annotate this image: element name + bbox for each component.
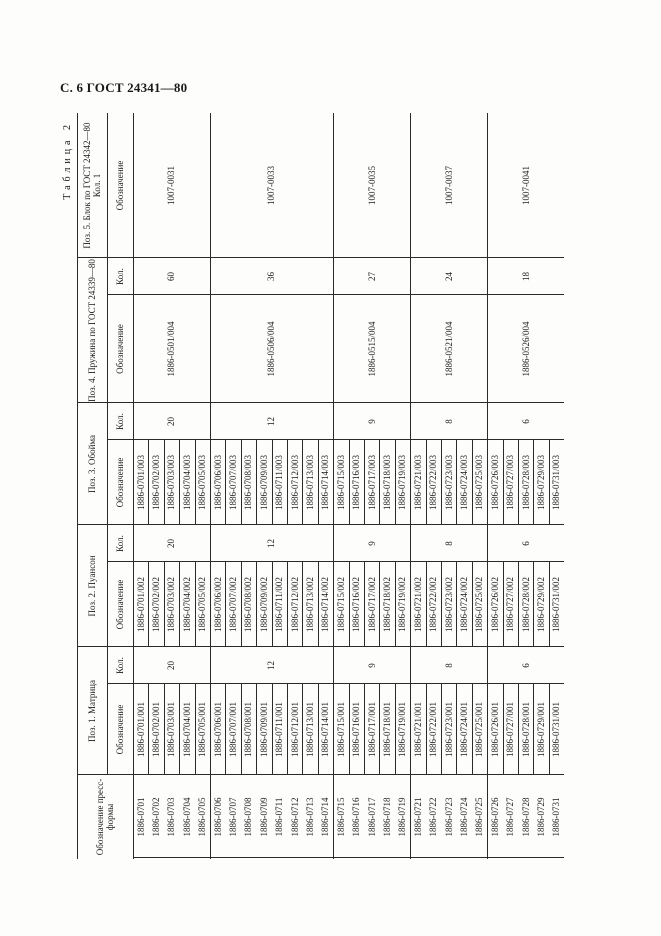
matrix-qty-cell: 6 [520,663,531,668]
punch-cell: 1886-0722/002 [428,577,439,632]
punch-qty-cell: 6 [520,541,531,546]
matrix-cell: 1886-0705/001 [197,702,208,757]
table-rule [333,440,334,525]
block-cell: 1007-0037 [443,166,454,205]
matrix-cell: 1886-0706/001 [212,702,223,757]
table-rule [210,440,211,525]
spring-cell: 1886-0521/004 [443,321,454,377]
holder-cell: 1886-0721/003 [412,455,423,510]
table-rule [241,684,242,775]
table-rule [195,440,196,525]
table-rule [364,562,365,647]
punch-cell: 1886-0723/002 [443,577,454,632]
table-rule [77,257,564,258]
holder-cell: 1886-0731/003 [551,455,562,510]
matrix-cell: 1886-0703/001 [166,702,177,757]
matrix-qty-cell: 8 [443,663,454,668]
matrix-cell: 1886-0707/001 [227,702,238,757]
holder-cell: 1886-0709/003 [258,455,269,510]
table-rule [379,440,380,525]
spring-qty-cell: 24 [443,272,454,281]
holder-cell: 1886-0722/003 [428,455,439,510]
matrix-cell: 1886-0729/001 [535,702,546,757]
table-rule [333,562,334,647]
table-rule [426,684,427,775]
holder-cell: 1886-0701/003 [135,455,146,510]
table-rule [164,440,165,525]
punch-cell: 1886-0719/002 [397,577,408,632]
punch-cell: 1886-0729/002 [535,577,546,632]
table-rule [410,562,411,647]
matrix-cell: 1886-0725/001 [474,702,485,757]
holder-cell: 1886-0723/003 [443,455,454,510]
press-form-cell: 1886-0724 [458,797,469,837]
block-cell: 1007-0031 [166,166,177,205]
table-rule [410,440,411,525]
matrix-cell: 1886-0718/001 [381,702,392,757]
spring-cell: 1886-0526/004 [520,321,531,377]
spring-qty-cell: 60 [166,272,177,281]
table-rule [549,562,550,647]
table-rule [533,684,534,775]
header-qty: Кол. [114,535,125,552]
spring-qty-cell: 27 [366,272,377,281]
header-qty: Кол. [114,413,125,430]
table-rule [302,562,303,647]
table-rule [503,440,504,525]
press-form-cell: 1886-0726 [489,797,500,837]
press-form-cell: 1886-0702 [150,797,161,837]
press-form-cell: 1886-0723 [443,797,454,837]
header-qty: Кол. [114,657,125,674]
punch-cell: 1886-0726/002 [489,577,500,632]
matrix-cell: 1886-0728/001 [520,702,531,757]
table-rule [164,684,165,775]
spring-qty-cell: 36 [266,272,277,281]
table-rule [133,858,564,859]
matrix-cell: 1886-0731/001 [551,702,562,757]
table-rule [164,562,165,647]
matrix-cell: 1886-0702/001 [150,702,161,757]
header-press-form: Обозначение пресс-формы [94,778,115,856]
table-rule [349,440,350,525]
table-rule [195,562,196,647]
press-form-cell: 1886-0707 [227,797,238,837]
block-cell: 1007-0035 [366,166,377,205]
matrix-cell: 1886-0701/001 [135,702,146,757]
table-rule [241,440,242,525]
table-rule [77,774,564,775]
holder-cell: 1886-0712/003 [289,455,300,510]
table-rule [318,440,319,525]
table-rule [272,440,273,525]
table-rule [456,684,457,775]
holder-cell: 1886-0714/003 [320,455,331,510]
holder-cell: 1886-0717/003 [366,455,377,510]
press-form-cell: 1886-0701 [135,797,146,837]
table-rule [487,684,488,775]
table-rule [241,562,242,647]
holder-qty-cell: 9 [366,419,377,424]
table-rule [349,684,350,775]
table-rule [395,562,396,647]
punch-cell: 1886-0718/002 [381,577,392,632]
table-rule [179,562,180,647]
table-rule [133,113,134,859]
table-rule [456,562,457,647]
punch-qty-cell: 9 [366,541,377,546]
header-pos3: Поз. 3. Обойма [86,434,97,494]
table-rule [256,440,257,525]
holder-cell: 1886-0716/003 [351,455,362,510]
punch-cell: 1886-0721/002 [412,577,423,632]
matrix-qty-cell: 9 [366,663,377,668]
table-rule [533,440,534,525]
matrix-cell: 1886-0711/001 [274,702,285,757]
punch-cell: 1886-0731/002 [551,577,562,632]
table-rule [302,440,303,525]
holder-qty-cell: 12 [266,417,277,426]
punch-qty-cell: 8 [443,541,454,546]
press-form-cell: 1886-0718 [381,797,392,837]
matrix-cell: 1886-0717/001 [366,702,377,757]
holder-cell: 1886-0719/003 [397,455,408,510]
press-form-cell: 1886-0731 [551,797,562,837]
table-rule [364,440,365,525]
table-rule [456,440,457,525]
table-rule [487,440,488,525]
punch-cell: 1886-0716/002 [351,577,362,632]
matrix-cell: 1886-0721/001 [412,702,423,757]
table-rule [107,561,564,562]
table-rule [77,113,78,859]
table-rule [318,684,319,775]
spring-cell: 1886-0506/004 [266,321,277,377]
press-form-cell: 1886-0703 [166,797,177,837]
holder-cell: 1886-0728/003 [520,455,531,510]
table-rule [107,113,108,775]
table-rule [179,440,180,525]
table-rule [379,562,380,647]
holder-cell: 1886-0705/003 [197,455,208,510]
table-rule [179,684,180,775]
holder-cell: 1886-0706/003 [212,455,223,510]
table-rule [472,562,473,647]
holder-qty-cell: 6 [520,419,531,424]
punch-cell: 1886-0725/002 [474,577,485,632]
table-rule [225,684,226,775]
block-cell: 1007-0033 [266,166,277,205]
table-rule [395,684,396,775]
punch-cell: 1886-0711/002 [274,577,285,632]
table-rule [287,440,288,525]
press-form-cell: 1886-0729 [535,797,546,837]
table-rule [395,440,396,525]
table-rule [441,440,442,525]
table-rule [518,562,519,647]
punch-cell: 1886-0701/002 [135,577,146,632]
table-rule [195,684,196,775]
punch-cell: 1886-0702/002 [150,577,161,632]
holder-cell: 1886-0703/003 [166,455,177,510]
punch-cell: 1886-0713/002 [304,577,315,632]
header-designation: Обозначение [114,704,125,755]
table-rule [107,439,564,440]
block-cell: 1007-0041 [520,166,531,205]
header-pos4: Поз. 4. Пружина по ГОСТ 24339—80 [86,259,97,402]
matrix-cell: 1886-0709/001 [258,702,269,757]
matrix-cell: 1886-0716/001 [351,702,362,757]
table-rule [318,562,319,647]
table-rule [210,562,211,647]
press-form-cell: 1886-0717 [366,797,377,837]
press-form-cell: 1886-0713 [304,797,315,837]
table-rule [472,684,473,775]
matrix-cell: 1886-0714/001 [320,702,331,757]
table-rule [77,646,564,647]
holder-qty-cell: 20 [166,417,177,426]
table-rule [225,440,226,525]
table-rule [107,683,564,684]
table-rule [287,684,288,775]
holder-cell: 1886-0708/003 [243,455,254,510]
press-form-cell: 1886-0712 [289,797,300,837]
table-rule [503,562,504,647]
table-rule [441,684,442,775]
table-rule [533,562,534,647]
header-designation: Обозначение [114,160,125,211]
press-form-cell: 1886-0727 [505,797,516,837]
matrix-cell: 1886-0715/001 [335,702,346,757]
table-rule [518,440,519,525]
table-rule [148,440,149,525]
table-rule [549,440,550,525]
press-form-cell: 1886-0715 [335,797,346,837]
holder-cell: 1886-0715/003 [335,455,346,510]
holder-cell: 1886-0713/003 [304,455,315,510]
press-form-cell: 1886-0706 [212,797,223,837]
holder-cell: 1886-0724/003 [458,455,469,510]
table-rule [349,562,350,647]
punch-cell: 1886-0727/002 [505,577,516,632]
table-rule [148,684,149,775]
holder-qty-cell: 8 [443,419,454,424]
holder-cell: 1886-0729/003 [535,455,546,510]
header-pos5: Поз. 5. Блок по ГОСТ 24342—80 Кол. 1 [81,122,102,249]
table-rule [77,524,564,525]
matrix-cell: 1886-0704/001 [181,702,192,757]
table-rule [225,562,226,647]
press-form-cell: 1886-0704 [181,797,192,837]
table-rule [256,684,257,775]
rotated-table-block [60,113,605,859]
table-rule [441,562,442,647]
header-qty: Кол. [114,268,125,285]
punch-cell: 1886-0704/002 [181,577,192,632]
table-rule [379,684,380,775]
punch-cell: 1886-0703/002 [166,577,177,632]
table-rule [487,562,488,647]
punch-qty-cell: 20 [166,539,177,548]
header-designation: Обозначение [114,324,125,374]
punch-cell: 1886-0706/002 [212,577,223,632]
table-rule [77,402,564,403]
press-form-cell: 1886-0711 [274,797,285,837]
punch-cell: 1886-0728/002 [520,577,531,632]
press-form-cell: 1886-0722 [428,797,439,837]
table-rule [210,684,211,775]
press-form-cell: 1886-0721 [412,797,423,837]
press-form-cell: 1886-0725 [474,797,485,837]
table-caption: Таблица 2 [62,121,73,200]
holder-cell: 1886-0707/003 [227,455,238,510]
holder-cell: 1886-0725/003 [474,455,485,510]
holder-cell: 1886-0704/003 [181,455,192,510]
matrix-cell: 1886-0727/001 [505,702,516,757]
holder-cell: 1886-0711/003 [274,455,285,510]
spring-cell: 1886-0515/004 [366,321,377,377]
specification-table [77,113,605,859]
matrix-cell: 1886-0723/001 [443,702,454,757]
table-rule [148,562,149,647]
holder-cell: 1886-0726/003 [489,455,500,510]
spring-cell: 1886-0501/004 [166,321,177,377]
page-header: С. 6 ГОСТ 24341—80 [60,80,188,95]
matrix-cell: 1886-0724/001 [458,702,469,757]
press-form-cell: 1886-0728 [520,797,531,837]
matrix-cell: 1886-0713/001 [304,702,315,757]
matrix-cell: 1886-0726/001 [489,702,500,757]
table-rule [472,440,473,525]
press-form-cell: 1886-0719 [397,797,408,837]
matrix-cell: 1886-0719/001 [397,702,408,757]
press-form-cell: 1886-0714 [320,797,331,837]
table-rule [518,684,519,775]
table-rule [364,684,365,775]
matrix-cell: 1886-0722/001 [428,702,439,757]
spring-qty-cell: 18 [520,272,531,281]
table-rule [410,684,411,775]
table-rule [272,684,273,775]
press-form-cell: 1886-0705 [197,797,208,837]
press-form-cell: 1886-0708 [243,797,254,837]
punch-cell: 1886-0724/002 [458,577,469,632]
table-rule [333,684,334,775]
table-rule [549,684,550,775]
holder-cell: 1886-0727/003 [505,455,516,510]
punch-cell: 1886-0715/002 [335,577,346,632]
table-rule [503,684,504,775]
header-pos2: Поз. 2. Пуансон [86,555,97,617]
table-rule [302,684,303,775]
press-form-cell: 1886-0716 [351,797,362,837]
table-rule [287,562,288,647]
table-rule [426,440,427,525]
holder-cell: 1886-0718/003 [381,455,392,510]
table-rule [256,562,257,647]
header-designation: Обозначение [114,579,125,630]
punch-cell: 1886-0708/002 [243,577,254,632]
press-form-cell: 1886-0709 [258,797,269,837]
matrix-qty-cell: 20 [166,661,177,670]
punch-cell: 1886-0712/002 [289,577,300,632]
punch-cell: 1886-0714/002 [320,577,331,632]
punch-cell: 1886-0717/002 [366,577,377,632]
punch-cell: 1886-0707/002 [227,577,238,632]
header-pos1: Поз. 1. Матрица [86,680,97,742]
header-designation: Обозначение [114,457,125,508]
punch-qty-cell: 12 [266,539,277,548]
table-rule [272,562,273,647]
matrix-cell: 1886-0708/001 [243,702,254,757]
punch-cell: 1886-0705/002 [197,577,208,632]
matrix-qty-cell: 12 [266,661,277,670]
punch-cell: 1886-0709/002 [258,577,269,632]
table-rule [426,562,427,647]
holder-cell: 1886-0702/003 [150,455,161,510]
matrix-cell: 1886-0712/001 [289,702,300,757]
table-rule [107,294,564,295]
